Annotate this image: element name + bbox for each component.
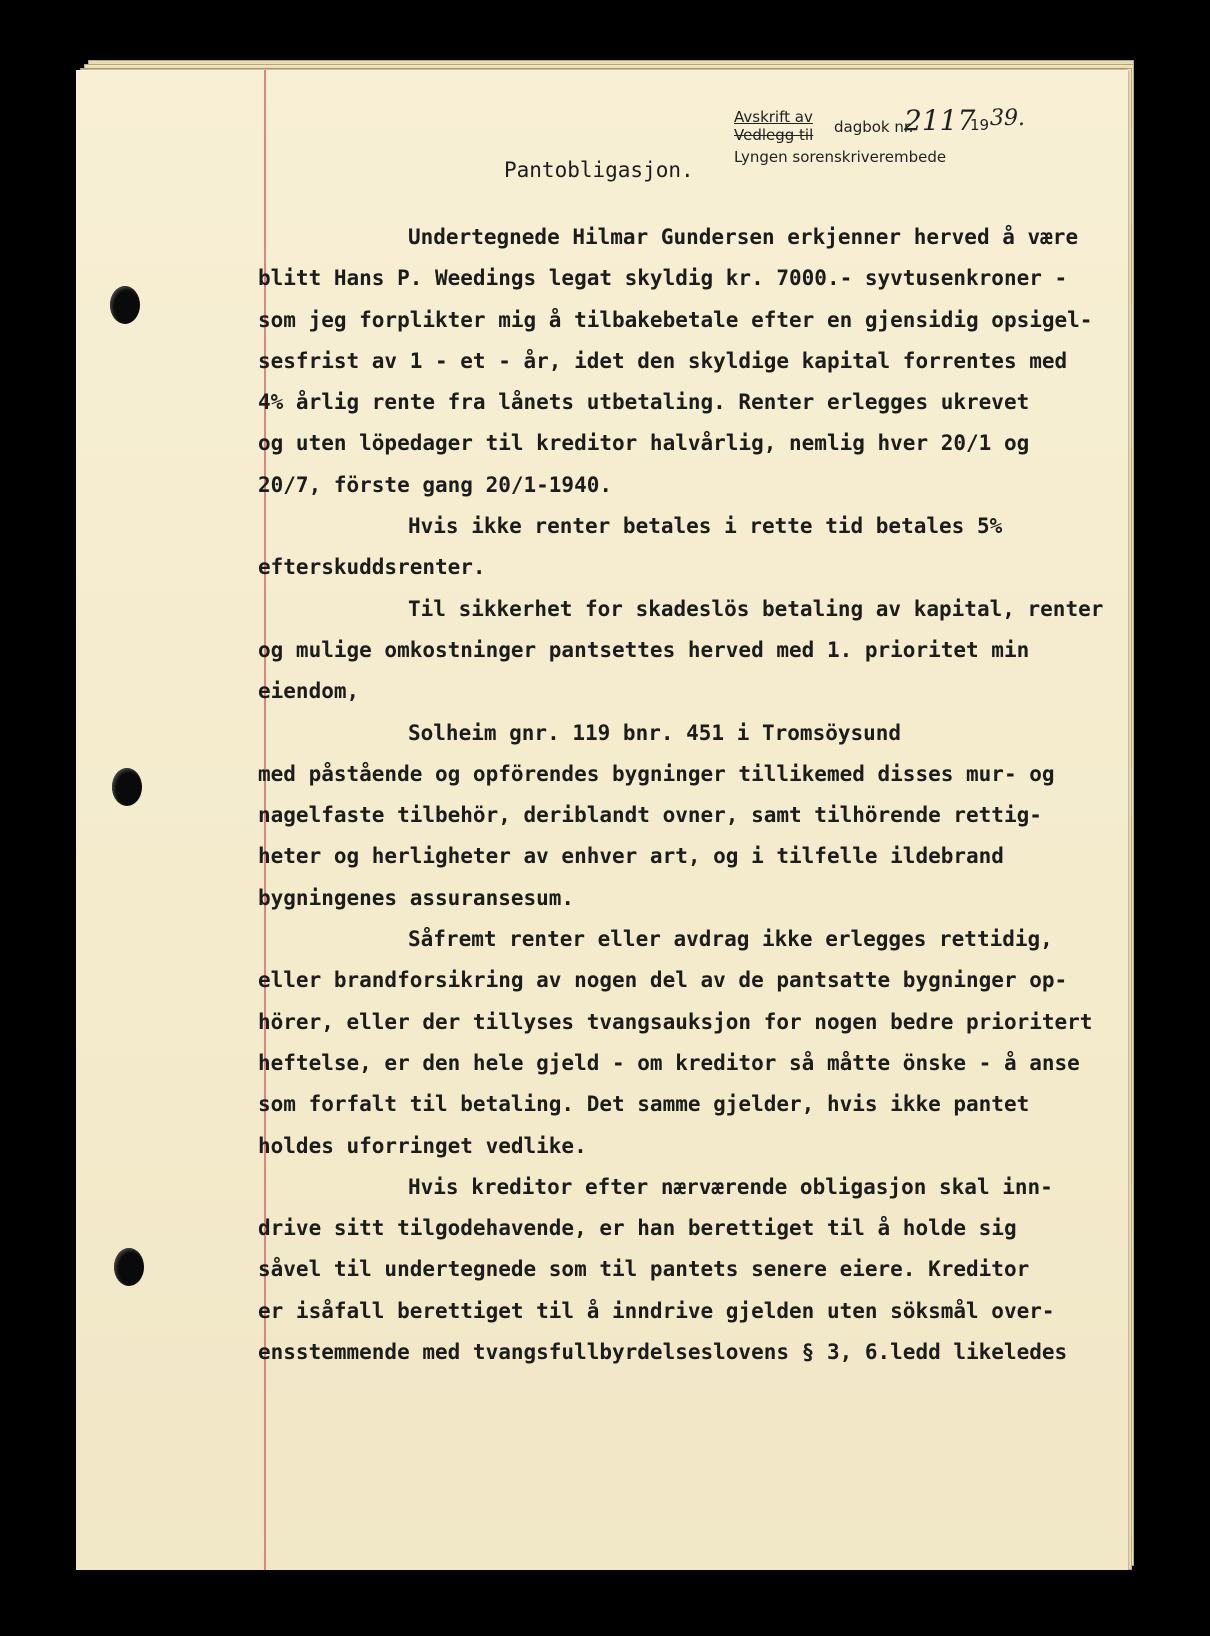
text-line: med påstående og opförendes bygninger tillikemed disses mur- og — [258, 761, 1055, 786]
text-line: sesfrist av 1 - et - år, idet den skyldige kapital forrentes med — [258, 348, 1068, 373]
text-line: Til sikkerhet for skadeslös betaling av kapital, renter — [408, 596, 1104, 621]
text-line: efterskuddsrenter. — [258, 555, 486, 580]
text-line: Hvis kreditor efter nærværende obligasjon skal inn- — [408, 1174, 1053, 1199]
stamp-dagbok-number: 2117 — [904, 104, 976, 137]
text-line: drive sitt tilgodehavende, er han berettiget til å holde sig — [258, 1216, 1017, 1241]
text-line: og uten löpedager til kreditor halvårlig, nemlig hver 20/1 og — [258, 431, 1030, 456]
stamp-dagbok-label: dagbok nr. — [834, 118, 914, 136]
text-line: hörer, eller der tillyses tvangsauksjon for nogen bedre prioritert — [258, 1009, 1093, 1034]
text-line: som forfalt til betaling. Det samme gjelder, hvis ikke pantet — [258, 1092, 1030, 1117]
text-line: holdes uforringet vedlike. — [258, 1133, 587, 1158]
text-line: heter og herligheter av enhver art, og i tilfelle ildebrand — [258, 844, 1004, 869]
text-line: og mulige omkostninger pantsettes herved med 1. prioritet min — [258, 637, 1030, 662]
punch-hole — [114, 1248, 144, 1286]
text-line: såvel til undertegnede som til pantets senere eiere. Kreditor — [258, 1257, 1030, 1282]
text-line: eller brandforsikring av nogen del av de pantsatte bygninger op- — [258, 968, 1068, 993]
text-line: 20/7, förste gang 20/1-1940. — [258, 472, 613, 497]
stamp-office: Lyngen sorenskriverembede — [734, 148, 947, 166]
text-line: bygningenes assuransesum. — [258, 885, 575, 910]
text-line: er isåfall berettiget til å inndrive gjelden uten söksmål over- — [258, 1298, 1055, 1323]
stamp-year-suffix: 39. — [990, 106, 1025, 131]
stamp-avskrift: Avskrift av — [734, 108, 813, 126]
text-line: Såfremt renter eller avdrag ikke erlegges rettidig, — [408, 927, 1053, 952]
text-line: eiendom, — [258, 679, 360, 704]
document-body — [258, 217, 1148, 1373]
stamp-year-prefix: 19 — [970, 116, 990, 134]
punch-hole — [110, 286, 140, 324]
text-line: som jeg forplikter mig å tilbakebetale efter en gjensidig opsigel- — [258, 307, 1093, 332]
text-line: Undertegnede Hilmar Gundersen erkjenner herved å være — [408, 225, 1079, 249]
document-page — [76, 70, 1128, 1570]
text-line: 4% årlig rente fra lånets utbetaling. Renter erlegges ukrevet — [258, 390, 1030, 415]
stamp-vedlegg: Vedlegg til — [734, 126, 814, 144]
document-title: Pantobligasjon. — [504, 158, 694, 182]
text-line: heftelse, er den hele gjeld - om kreditor så måtte önske - å anse — [258, 1050, 1080, 1075]
text-line: ensstemmende med tvangsfullbyrdelseslovens § 3, 6.ledd likeledes — [258, 1340, 1068, 1365]
punch-hole — [112, 768, 142, 806]
text-line: Hvis ikke renter betales i rette tid betales 5% — [408, 514, 1003, 539]
text-line: Solheim gnr. 119 bnr. 451 i Tromsöysund — [408, 720, 902, 745]
text-line: blitt Hans P. Weedings legat skyldig kr. 7000.- syvtusenkroner - — [258, 266, 1068, 291]
text-line: nagelfaste tilbehör, deriblandt ovner, samt tilhörende rettig- — [258, 803, 1042, 828]
